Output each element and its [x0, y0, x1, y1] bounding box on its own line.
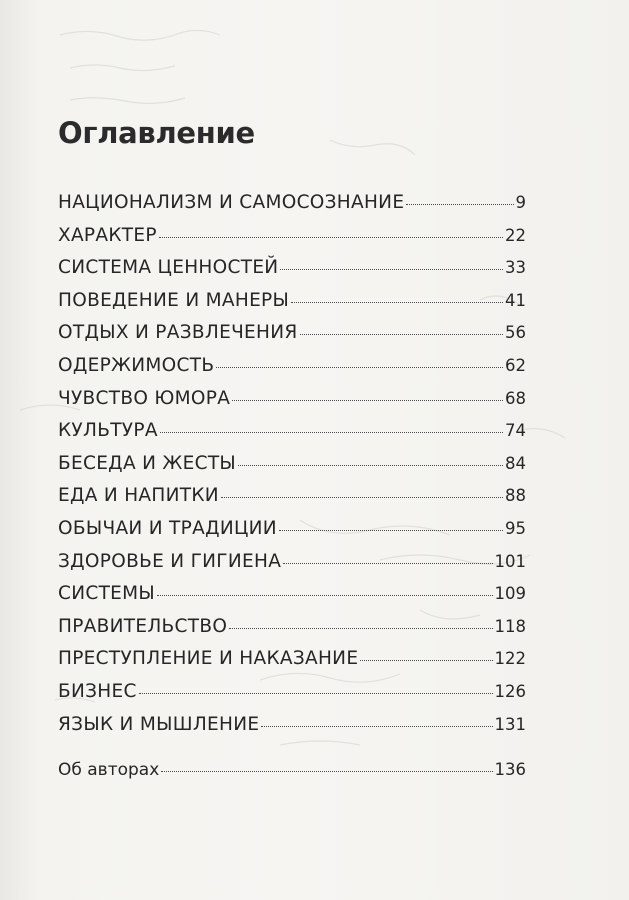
toc-entry-label: СИСТЕМЫ [58, 583, 156, 605]
dot-leader [279, 530, 503, 531]
toc-page-number: 122 [494, 649, 526, 669]
toc-page-number: 84 [505, 453, 526, 473]
toc-page-number: 88 [505, 486, 526, 506]
toc-entry-label: БИЗНЕС [58, 680, 137, 702]
toc-entry-label: ПРЕСТУПЛЕНИЕ И НАКАЗАНИЕ [58, 648, 359, 670]
toc-entry [58, 453, 526, 486]
dot-leader [360, 660, 492, 661]
dot-leader [283, 563, 492, 564]
toc-entry [58, 681, 526, 714]
toc-entry-label: ОДЕРЖИМОСТЬ [58, 354, 215, 376]
toc-entry [58, 616, 526, 649]
toc-page-number: 62 [505, 355, 526, 375]
dot-leader [159, 237, 503, 238]
toc-entry-label: ЗДОРОВЬЕ И ГИГИЕНА [58, 550, 282, 572]
dot-leader [261, 726, 492, 727]
toc-entry-label: ОБЫЧАИ И ТРАДИЦИИ [58, 517, 277, 539]
toc-entry-label: ПОВЕДЕНИЕ И МАНЕРЫ [58, 289, 290, 311]
toc-page-number: 95 [505, 518, 526, 538]
dot-leader [139, 693, 493, 694]
toc-page-number: 22 [505, 225, 526, 245]
toc-page-number: 118 [494, 616, 526, 636]
toc-entry-label: ЕДА И НАПИТКИ [58, 485, 219, 507]
toc-entry [58, 518, 526, 551]
toc-entry [58, 714, 526, 747]
toc-entry-authors [58, 760, 526, 780]
dot-leader [229, 628, 492, 629]
toc-entry [58, 192, 526, 225]
toc-entry [58, 322, 526, 355]
dot-leader [300, 334, 503, 335]
dot-leader [238, 465, 503, 466]
toc-entry [58, 355, 526, 388]
toc-entry [58, 551, 526, 584]
toc-page-number: 41 [505, 290, 526, 310]
toc-entry-label: ХАРАКТЕР [58, 224, 157, 246]
dot-leader [221, 497, 503, 498]
toc-list [58, 192, 526, 746]
toc-entry-label: Об авторах [58, 760, 160, 780]
toc-page-number: 131 [494, 714, 526, 734]
dot-leader [161, 771, 492, 772]
toc-page-number: 136 [494, 760, 526, 779]
toc-page-number: 101 [494, 551, 526, 571]
toc-entry-label: ОТДЫХ И РАЗВЛЕЧЕНИЯ [58, 322, 298, 344]
toc-entry [58, 388, 526, 421]
toc-entry-label: ПРАВИТЕЛЬСТВО [58, 615, 228, 637]
dot-leader [216, 367, 503, 368]
toc-entry [58, 257, 526, 290]
toc-entry [58, 290, 526, 323]
toc-page-number: 109 [494, 584, 526, 604]
toc-page-number: 68 [505, 388, 526, 408]
toc-entry [58, 648, 526, 681]
toc-page-number: 56 [505, 323, 526, 343]
toc-entry [58, 420, 526, 453]
toc-page-number: 33 [505, 258, 526, 278]
toc-entry-label: ЧУВСТВО ЮМОРА [58, 387, 231, 409]
dot-leader [406, 204, 513, 205]
toc-entry-label: НАЦИОНАЛИЗМ И САМОСОЗНАНИЕ [58, 192, 405, 213]
toc-page-number: 126 [494, 681, 526, 701]
toc-page-number: 9 [515, 193, 526, 212]
dot-leader [280, 269, 503, 270]
dot-leader [157, 595, 492, 596]
toc-entry-label: КУЛЬТУРА [58, 420, 158, 442]
dot-leader [291, 302, 503, 303]
toc-page-number: 74 [505, 421, 526, 441]
dot-leader [232, 400, 503, 401]
toc-entry-label: БЕСЕДА И ЖЕСТЫ [58, 452, 237, 474]
toc-entry [58, 225, 526, 258]
toc-title: Оглавление [58, 116, 255, 150]
toc-entry [58, 583, 526, 616]
toc-entry [58, 485, 526, 518]
toc-entry-label: СИСТЕМА ЦЕННОСТЕЙ [58, 257, 279, 279]
dot-leader [160, 432, 503, 433]
toc-entry-label: ЯЗЫК И МЫШЛЕНИЕ [58, 713, 260, 735]
